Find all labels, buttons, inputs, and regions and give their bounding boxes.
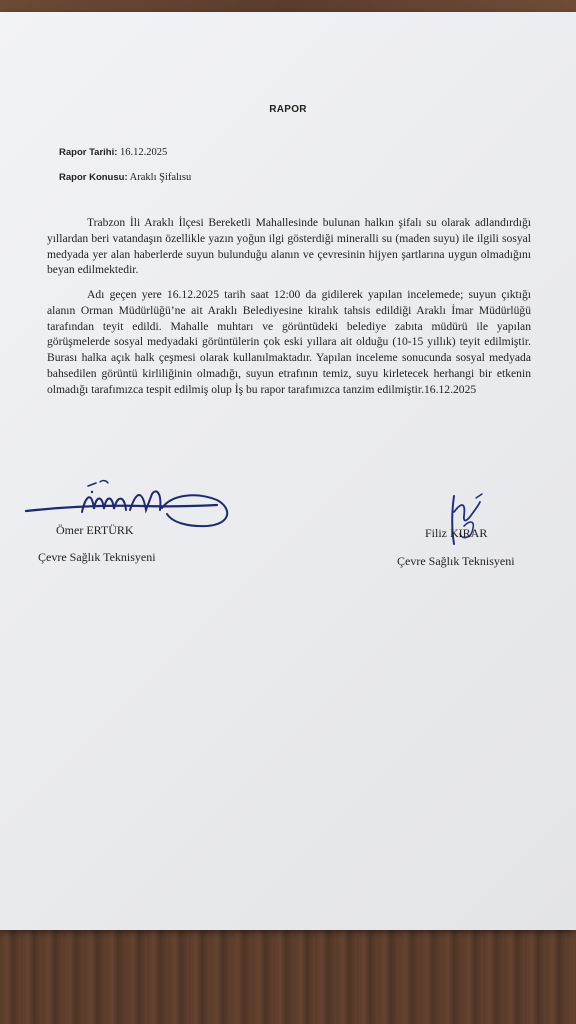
body-paragraph-2: Adı geçen yere 16.12.2025 tarih saat 12:00 da gidilerek yapılan incelemede; suyun çıktığı alanın Orman Müdürlüğü’ne ait Araklı Belediyesine kiralık tahsis edildiği Araklı İmar Müdürlüğü tarafından teyit edildi. Mahalle muhtarı ve görüntüdeki belediye zabıta müdürü ile yapılan görüşmelerde sosyal medyadaki görüntülerin çok eski yıllara ait olduğu (10-15 yıllık) teyit edilmiştir. Burası halka açık halk çeşmesi olarak kullanılmaktadır. Yapılan inceleme sonucunda sosyal medyada bahsedilen görüntü kirliliğinin olmadığı, suyun etrafının temiz, suyu kirletecek herhangi bir etkenin olmadığı tarafımızca tespit edilmiş olup İş bu rapor tarafımızca tanzim edilmiştir.16.12.2025 [47, 288, 531, 396]
report-subject-line [59, 172, 191, 183]
report-subject-value: Araklı Şifalısu [129, 172, 192, 183]
report-subject-label: Rapor Konusu: [59, 172, 128, 183]
document-title: RAPOR [269, 104, 307, 115]
document-page [0, 12, 576, 930]
signatory-right-title: Çevre Sağlık Teknisyeni [397, 554, 515, 568]
signature-left [22, 474, 237, 529]
signatory-right-name: Filiz KIRAR [425, 526, 488, 540]
wooden-table-bottom [0, 930, 576, 1024]
report-date-value: 16.12.2025 [120, 147, 168, 158]
body-paragraph-1: Trabzon İli Araklı İlçesi Bereketli Mahallesinde bulunan halkın şifalı su olarak adlandırdığı yıllardan beri vatandaşın özellikle yazın yoğun ilgi gösterdiği mineralli su (maden suyu) ile ilgili sosyal medyada yer alan haberlerde suyun bulunduğu alanın ve çevresinin hijyen şartlarına uygun olmadığını beyan edilmektedir. [47, 216, 531, 277]
signatory-left-title: Çevre Sağlık Teknisyeni [38, 550, 156, 564]
report-date-line [59, 147, 167, 158]
signatory-left-name: Ömer ERTÜRK [56, 523, 134, 537]
signature-right [442, 490, 492, 550]
report-date-label: Rapor Tarihi: [59, 147, 118, 158]
